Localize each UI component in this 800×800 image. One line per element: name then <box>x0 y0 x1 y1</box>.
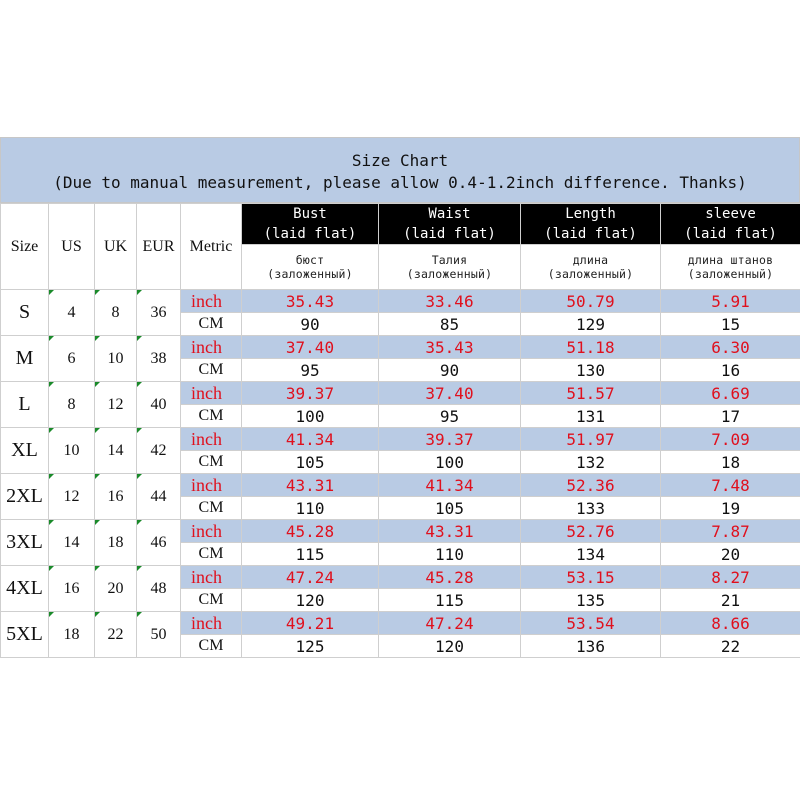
us-size-2xl <box>49 474 95 520</box>
length-inch-m: 51.18 <box>521 336 661 359</box>
cell-marker-icon <box>95 290 100 295</box>
ru-bust-line1: бюст <box>295 253 325 267</box>
bust-inch-4xl: 47.24 <box>242 566 379 589</box>
waist-cm-xl: 100 <box>379 451 521 474</box>
ru-length <box>521 245 661 290</box>
cell-marker-icon <box>137 382 142 387</box>
unit-cm: CM <box>181 359 242 382</box>
cell-marker-icon <box>49 336 54 341</box>
length-inch-2xl: 52.36 <box>521 474 661 497</box>
unit-inch: inch <box>181 474 242 497</box>
uk-value: 10 <box>107 349 124 367</box>
uk-size-4xl <box>95 566 137 612</box>
sleeve-cm-2xl: 19 <box>661 497 800 520</box>
size-label-4xl: 4XL <box>1 566 49 612</box>
eur-size-l <box>137 382 181 428</box>
size-label-2xl: 2XL <box>1 474 49 520</box>
size-label-s: S <box>1 290 49 336</box>
waist-cm-5xl: 120 <box>379 635 521 658</box>
length-cm-4xl: 135 <box>521 589 661 612</box>
header-sleeve <box>661 204 800 245</box>
waist-inch-4xl: 45.28 <box>379 566 521 589</box>
header-us: US <box>49 204 95 290</box>
unit-inch: inch <box>181 520 242 543</box>
eur-size-m <box>137 336 181 382</box>
cell-marker-icon <box>137 566 142 571</box>
sleeve-inch-s: 5.91 <box>661 290 800 313</box>
header-bust-name: Bust <box>293 206 327 222</box>
ru-waist-line2: (заложенный) <box>406 267 493 281</box>
uk-value: 12 <box>107 395 124 413</box>
eur-value: 50 <box>150 625 167 643</box>
sleeve-inch-xl: 7.09 <box>661 428 800 451</box>
waist-cm-l: 95 <box>379 405 521 428</box>
us-value: 12 <box>63 487 80 505</box>
chart-note: (Due to manual measurement, please allow 0.4-1.2inch difference. Thanks) <box>53 173 747 192</box>
size-table <box>0 203 800 658</box>
eur-size-3xl <box>137 520 181 566</box>
bust-inch-s: 35.43 <box>242 290 379 313</box>
cell-marker-icon <box>95 520 100 525</box>
uk-value: 14 <box>107 441 124 459</box>
bust-cm-3xl: 115 <box>242 543 379 566</box>
uk-size-5xl <box>95 612 137 658</box>
bust-cm-2xl: 110 <box>242 497 379 520</box>
waist-inch-5xl: 47.24 <box>379 612 521 635</box>
us-value: 10 <box>63 441 80 459</box>
cell-marker-icon <box>95 382 100 387</box>
waist-cm-m: 90 <box>379 359 521 382</box>
unit-cm: CM <box>181 405 242 428</box>
uk-value: 8 <box>111 303 120 321</box>
length-inch-l: 51.57 <box>521 382 661 405</box>
size-label-l: L <box>1 382 49 428</box>
bust-inch-3xl: 45.28 <box>242 520 379 543</box>
eur-value: 46 <box>150 533 167 551</box>
length-inch-xl: 51.97 <box>521 428 661 451</box>
us-size-5xl <box>49 612 95 658</box>
bust-cm-s: 90 <box>242 313 379 336</box>
size-row-3xl-inch <box>1 520 800 543</box>
unit-cm: CM <box>181 635 242 658</box>
sleeve-inch-2xl: 7.48 <box>661 474 800 497</box>
unit-cm: CM <box>181 589 242 612</box>
uk-size-xl <box>95 428 137 474</box>
size-row-4xl-inch <box>1 566 800 589</box>
unit-inch: inch <box>181 566 242 589</box>
eur-value: 40 <box>150 395 167 413</box>
length-cm-m: 130 <box>521 359 661 382</box>
bust-inch-l: 39.37 <box>242 382 379 405</box>
eur-value: 36 <box>150 303 167 321</box>
length-inch-3xl: 52.76 <box>521 520 661 543</box>
header-length <box>521 204 661 245</box>
cell-marker-icon <box>49 290 54 295</box>
header-sleeve-sub: (laid flat) <box>684 226 777 242</box>
size-row-s-inch <box>1 290 800 313</box>
bust-cm-m: 95 <box>242 359 379 382</box>
us-size-s <box>49 290 95 336</box>
eur-size-s <box>137 290 181 336</box>
size-chart <box>0 137 800 658</box>
ru-bust-line2: (заложенный) <box>267 267 353 281</box>
length-cm-3xl: 134 <box>521 543 661 566</box>
header-length-sub: (laid flat) <box>544 226 637 242</box>
waist-cm-4xl: 115 <box>379 589 521 612</box>
eur-value: 42 <box>150 441 167 459</box>
sleeve-cm-m: 16 <box>661 359 800 382</box>
cell-marker-icon <box>137 612 142 617</box>
header-bust <box>242 204 379 245</box>
sleeve-cm-3xl: 20 <box>661 543 800 566</box>
sleeve-cm-5xl: 22 <box>661 635 800 658</box>
uk-value: 16 <box>107 487 124 505</box>
cell-marker-icon <box>95 612 100 617</box>
cell-marker-icon <box>95 474 100 479</box>
ru-sleeve-line2: (заложенный) <box>687 267 774 281</box>
bust-inch-xl: 41.34 <box>242 428 379 451</box>
length-cm-2xl: 133 <box>521 497 661 520</box>
us-value: 8 <box>67 395 76 413</box>
sleeve-inch-l: 6.69 <box>661 382 800 405</box>
unit-inch: inch <box>181 336 242 359</box>
ru-waist-line1: Талия <box>431 253 468 267</box>
length-inch-4xl: 53.15 <box>521 566 661 589</box>
size-row-xl-inch <box>1 428 800 451</box>
header-uk: UK <box>95 204 137 290</box>
header-waist-name: Waist <box>428 206 471 222</box>
uk-size-3xl <box>95 520 137 566</box>
header-waist-sub: (laid flat) <box>403 226 496 242</box>
unit-inch: inch <box>181 382 242 405</box>
ru-length-line1: длина <box>572 253 609 267</box>
eur-size-2xl <box>137 474 181 520</box>
cell-marker-icon <box>95 428 100 433</box>
uk-size-m <box>95 336 137 382</box>
eur-value: 44 <box>150 487 167 505</box>
header-bust-sub: (laid flat) <box>263 226 357 242</box>
length-inch-5xl: 53.54 <box>521 612 661 635</box>
length-cm-5xl: 136 <box>521 635 661 658</box>
us-size-3xl <box>49 520 95 566</box>
sleeve-inch-m: 6.30 <box>661 336 800 359</box>
sleeve-inch-4xl: 8.27 <box>661 566 800 589</box>
unit-inch: inch <box>181 428 242 451</box>
sleeve-cm-s: 15 <box>661 313 800 336</box>
eur-value: 48 <box>150 579 167 597</box>
chart-title-banner <box>0 137 800 203</box>
waist-cm-s: 85 <box>379 313 521 336</box>
cell-marker-icon <box>49 612 54 617</box>
length-cm-xl: 132 <box>521 451 661 474</box>
eur-value: 38 <box>150 349 167 367</box>
size-row-l-inch <box>1 382 800 405</box>
cell-marker-icon <box>137 474 142 479</box>
us-value: 18 <box>63 625 80 643</box>
cell-marker-icon <box>49 520 54 525</box>
size-row-5xl-inch <box>1 612 800 635</box>
ru-sleeve <box>661 245 800 290</box>
cell-marker-icon <box>49 566 54 571</box>
bust-cm-5xl: 125 <box>242 635 379 658</box>
sleeve-inch-5xl: 8.66 <box>661 612 800 635</box>
header-sleeve-name: sleeve <box>705 206 756 222</box>
size-label-5xl: 5XL <box>1 612 49 658</box>
cell-marker-icon <box>137 428 142 433</box>
unit-cm: CM <box>181 497 242 520</box>
us-size-l <box>49 382 95 428</box>
length-inch-s: 50.79 <box>521 290 661 313</box>
length-cm-s: 129 <box>521 313 661 336</box>
bust-inch-5xl: 49.21 <box>242 612 379 635</box>
uk-size-2xl <box>95 474 137 520</box>
uk-size-s <box>95 290 137 336</box>
unit-inch: inch <box>181 290 242 313</box>
bust-inch-2xl: 43.31 <box>242 474 379 497</box>
cell-marker-icon <box>49 382 54 387</box>
ru-bust <box>242 245 379 290</box>
eur-size-4xl <box>137 566 181 612</box>
us-value: 4 <box>67 303 76 321</box>
us-value: 16 <box>63 579 80 597</box>
eur-size-5xl <box>137 612 181 658</box>
size-label-m: M <box>1 336 49 382</box>
waist-inch-2xl: 41.34 <box>379 474 521 497</box>
bust-cm-l: 100 <box>242 405 379 428</box>
length-cm-l: 131 <box>521 405 661 428</box>
uk-value: 20 <box>107 579 124 597</box>
cell-marker-icon <box>95 336 100 341</box>
us-value: 6 <box>67 349 76 367</box>
unit-cm: CM <box>181 543 242 566</box>
eur-size-xl <box>137 428 181 474</box>
header-size: Size <box>1 204 49 290</box>
waist-inch-3xl: 43.31 <box>379 520 521 543</box>
us-size-xl <box>49 428 95 474</box>
waist-inch-m: 35.43 <box>379 336 521 359</box>
unit-inch: inch <box>181 612 242 635</box>
uk-size-l <box>95 382 137 428</box>
cell-marker-icon <box>137 290 142 295</box>
bust-inch-m: 37.40 <box>242 336 379 359</box>
waist-cm-2xl: 105 <box>379 497 521 520</box>
header-eur: EUR <box>137 204 181 290</box>
ru-length-line2: (заложенный) <box>547 267 634 281</box>
cell-marker-icon <box>49 474 54 479</box>
unit-cm: CM <box>181 313 242 336</box>
waist-inch-xl: 39.37 <box>379 428 521 451</box>
sleeve-cm-l: 17 <box>661 405 800 428</box>
us-size-4xl <box>49 566 95 612</box>
ru-sleeve-line1: длина штанов <box>687 253 774 267</box>
sleeve-inch-3xl: 7.87 <box>661 520 800 543</box>
ru-waist <box>379 245 521 290</box>
size-row-m-inch <box>1 336 800 359</box>
size-label-3xl: 3XL <box>1 520 49 566</box>
cell-marker-icon <box>95 566 100 571</box>
header-waist <box>379 204 521 245</box>
cell-marker-icon <box>137 336 142 341</box>
waist-cm-3xl: 110 <box>379 543 521 566</box>
uk-value: 18 <box>107 533 124 551</box>
cell-marker-icon <box>137 520 142 525</box>
header-metric: Metric <box>181 204 242 290</box>
header-row <box>1 204 800 245</box>
unit-cm: CM <box>181 451 242 474</box>
waist-inch-s: 33.46 <box>379 290 521 313</box>
header-length-name: Length <box>565 206 616 222</box>
sleeve-cm-4xl: 21 <box>661 589 800 612</box>
waist-inch-l: 37.40 <box>379 382 521 405</box>
chart-title: Size Chart <box>351 151 449 170</box>
size-row-2xl-inch <box>1 474 800 497</box>
us-size-m <box>49 336 95 382</box>
bust-cm-xl: 105 <box>242 451 379 474</box>
size-label-xl: XL <box>1 428 49 474</box>
bust-cm-4xl: 120 <box>242 589 379 612</box>
us-value: 14 <box>63 533 80 551</box>
uk-value: 22 <box>107 625 124 643</box>
sleeve-cm-xl: 18 <box>661 451 800 474</box>
cell-marker-icon <box>49 428 54 433</box>
